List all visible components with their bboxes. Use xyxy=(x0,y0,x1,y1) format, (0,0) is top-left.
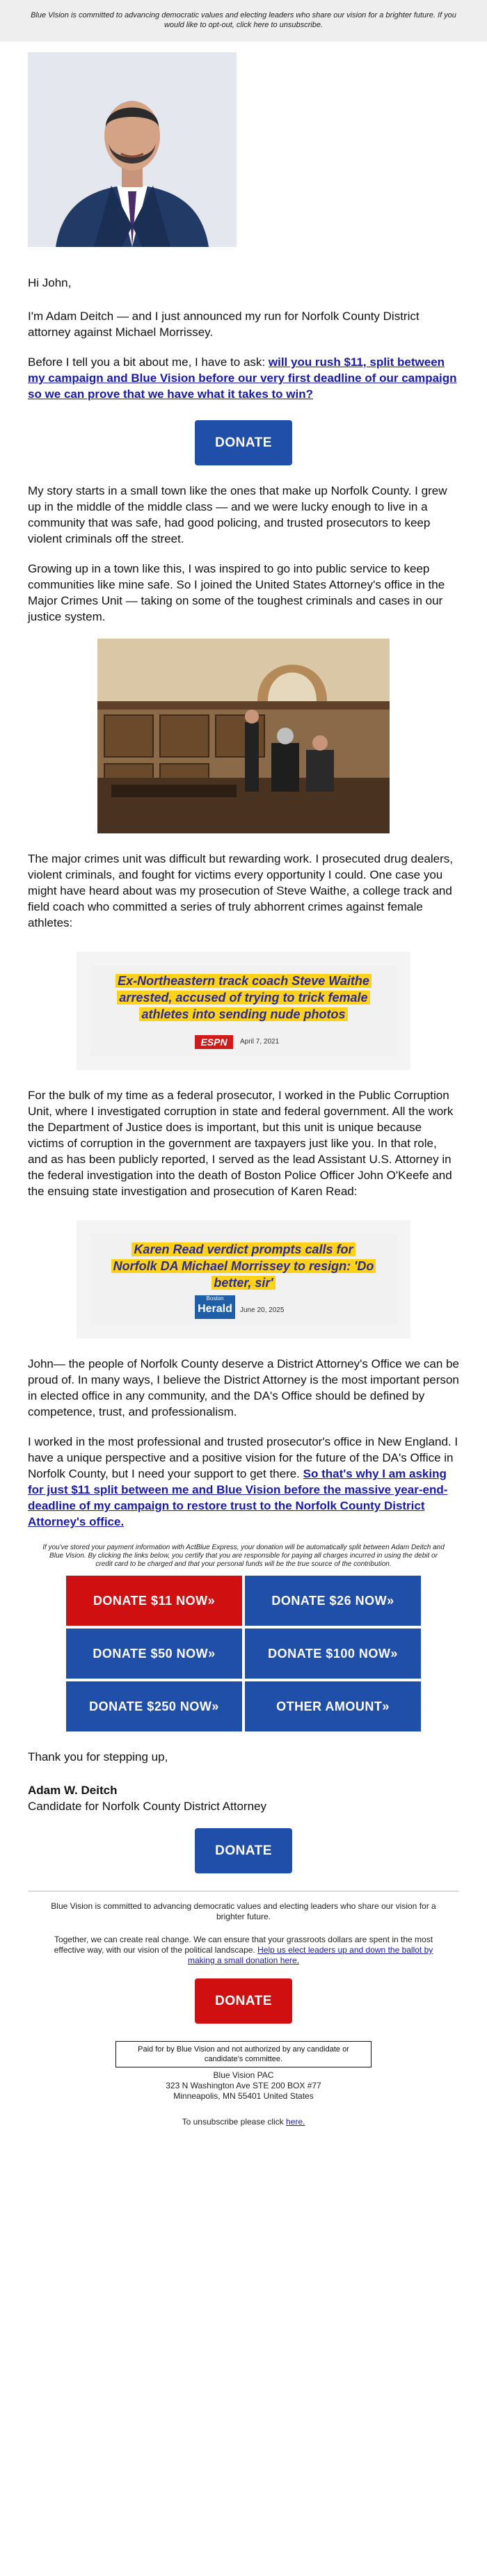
thanks-line: Thank you for stepping up, xyxy=(28,1750,168,1763)
candidate-portrait xyxy=(28,52,237,247)
donate-button-top[interactable]: DONATE xyxy=(195,420,292,465)
corruption-paragraph: For the bulk of my time as a federal prosecutor, I worked in the Public Corruption Unit, where I investigated corruption in state and federal government. All the work the Department of Justice does is important, but this unit is unique because victims of corruption in the government are taxpayers just like you. In that role, and as has been publicly reported, I served as the lead Assistant U.S. Attorney in the federal investigation into the death of Boston Police Officer John O'Keefe and the ensuing state investigation and prosecution of Karen Read: xyxy=(28,1089,454,1198)
portrait-illustration xyxy=(28,52,237,247)
deserve-paragraph: John— the people of Norfolk County deserve a District Attorney's Office we can be proud of. In many ways, I believe the District Attorney is the most important person in elected office in any community, and the DA's Office should be defined by competence, trust, and professionalism. xyxy=(28,1357,459,1418)
intro-paragraph: I'm Adam Deitch — and I just announced my run for Norfolk County District attorney against Michael Morrissey. xyxy=(28,310,420,339)
major-crimes-paragraph: The major crimes unit was difficult but rewarding work. I prosecuted drug dealers, violent criminals, and fought for victims every opportunity I could. One case you might have heard about was my prosecution of Steve Waithe, a college track and field coach who committed a series of truly abhorrent crimes against female athletes: xyxy=(28,852,454,929)
donate-50-button[interactable]: DONATE $50 NOW» xyxy=(66,1629,242,1679)
address-line-2: Minneapolis, MN 55401 United States xyxy=(173,2091,314,2101)
story-paragraph: My story starts in a small town like the ones that make up Norfolk County. I grew up in the middle of the middle class — and we were lucky enough to live in a community that was safe, had good policing, and trusted prosecutors to keep violent criminals off the street. xyxy=(28,484,447,545)
unsubscribe-link[interactable]: here. xyxy=(286,2117,305,2127)
donate-250-button[interactable]: DONATE $250 NOW» xyxy=(66,1681,242,1731)
donate-11-button[interactable]: DONATE $11 NOW» xyxy=(66,1576,242,1626)
courtroom-illustration xyxy=(97,639,390,833)
together-donate-link[interactable]: Help us elect leaders up and down the ballot by making a small donation here. xyxy=(187,1945,433,1965)
other-amount-button[interactable]: OTHER AMOUNT» xyxy=(245,1681,421,1731)
address-line-1: 323 N Washington Ave STE 200 BOX #77 xyxy=(166,2081,321,2090)
paid-for-box: Paid for by Blue Vision and not authorized by any candidate or candidate's committee. xyxy=(115,2041,372,2067)
news-clipping-herald xyxy=(77,1220,410,1338)
footer-donate-button[interactable]: DONATE xyxy=(195,1978,292,2024)
clipping-paper xyxy=(90,1234,397,1325)
together-text: Together, we can create real change. We can ensure that your grassroots dollars are spent in the most effective way, with our vision of the political landscape. xyxy=(54,1935,433,1955)
ask-donate-link[interactable]: will you rush $11, split between my campaign and Blue Vision before our very first deadline of our campaign so we can prove that we have what it takes to win? xyxy=(28,355,457,401)
ask-text: Before I tell you a bit about me, I have to ask: xyxy=(28,355,269,369)
espn-logo: ESPN xyxy=(195,1035,233,1049)
unsubscribe-line xyxy=(28,2117,459,2127)
clipping-date: April 7, 2021 xyxy=(240,1038,280,1046)
org-name: Blue Vision PAC xyxy=(213,2070,274,2080)
footer-together xyxy=(49,1935,438,1966)
email-body xyxy=(28,52,459,1891)
header-note: Blue Vision is committed to advancing democratic values and electing leaders who share our vision for a brighter future. If you would like to opt-out, click here to unsubscribe. xyxy=(31,11,456,29)
donate-26-button[interactable]: DONATE $26 NOW» xyxy=(245,1576,421,1626)
donate-100-button[interactable]: DONATE $100 NOW» xyxy=(245,1629,421,1679)
greeting: Hi John, xyxy=(28,276,72,289)
worked-text: I worked in the most professional and trusted prosecutor's office in New England. I have a unique perspective and a positive vision for the future of the DA's Office in Norfolk County, but I need your support to get there. xyxy=(28,1435,458,1480)
clipping-date: June 20, 2025 xyxy=(240,1306,285,1314)
unsubscribe-text: To unsubscribe please click xyxy=(182,2117,287,2127)
donation-amount-grid xyxy=(66,1576,421,1731)
worked-paragraph xyxy=(28,1434,459,1530)
clipping-headline: Ex-Northeastern track coach Steve Waithe arrested, accused of trying to trick female athletes into sending nude photos xyxy=(110,973,377,1023)
courtroom-photo xyxy=(97,639,390,833)
worked-donate-link[interactable]: So that's why I am asking for just $11 split between me and Blue Vision before the massive year-end-deadline of my campaign to restore trust to the Norfolk County District Attorney's office. xyxy=(28,1467,448,1528)
clipping-paper xyxy=(90,966,397,1056)
footer xyxy=(28,1891,459,2141)
signer-name: Adam W. Deitch xyxy=(28,1784,118,1797)
footer-commit: Blue Vision is committed to advancing democratic values and electing leaders who share our vision for a brighter future. xyxy=(51,1901,436,1921)
ask-paragraph xyxy=(28,354,459,402)
donate-button-bottom[interactable]: DONATE xyxy=(195,1828,292,1873)
herald-logo: Boston Herald xyxy=(195,1295,235,1319)
news-clipping-espn xyxy=(77,952,410,1070)
header-bar xyxy=(0,0,487,42)
express-fineprint: If you've stored your payment information with ActBlue Express, your donation will be automatically split between Adam Deitch and Blue Vision. By clicking the links below, you certify that you are responsible for paying all charges incurred in using the debit or credit card to be charged and that your personal funds will be the true source of the contribution. xyxy=(42,1544,445,1568)
signer-title: Candidate for Norfolk County District Attorney xyxy=(28,1800,266,1813)
service-paragraph: Growing up in a town like this, I was inspired to go into public service to keep communities like mine safe. So I joined the United States Attorney's office in the Major Crimes Unit — taking on some of the toughest criminals and cases in our justice system. xyxy=(28,562,445,623)
clipping-headline: Karen Read verdict prompts calls for Norfolk DA Michael Morrissey to resign: 'Do better, sir' xyxy=(110,1241,377,1291)
